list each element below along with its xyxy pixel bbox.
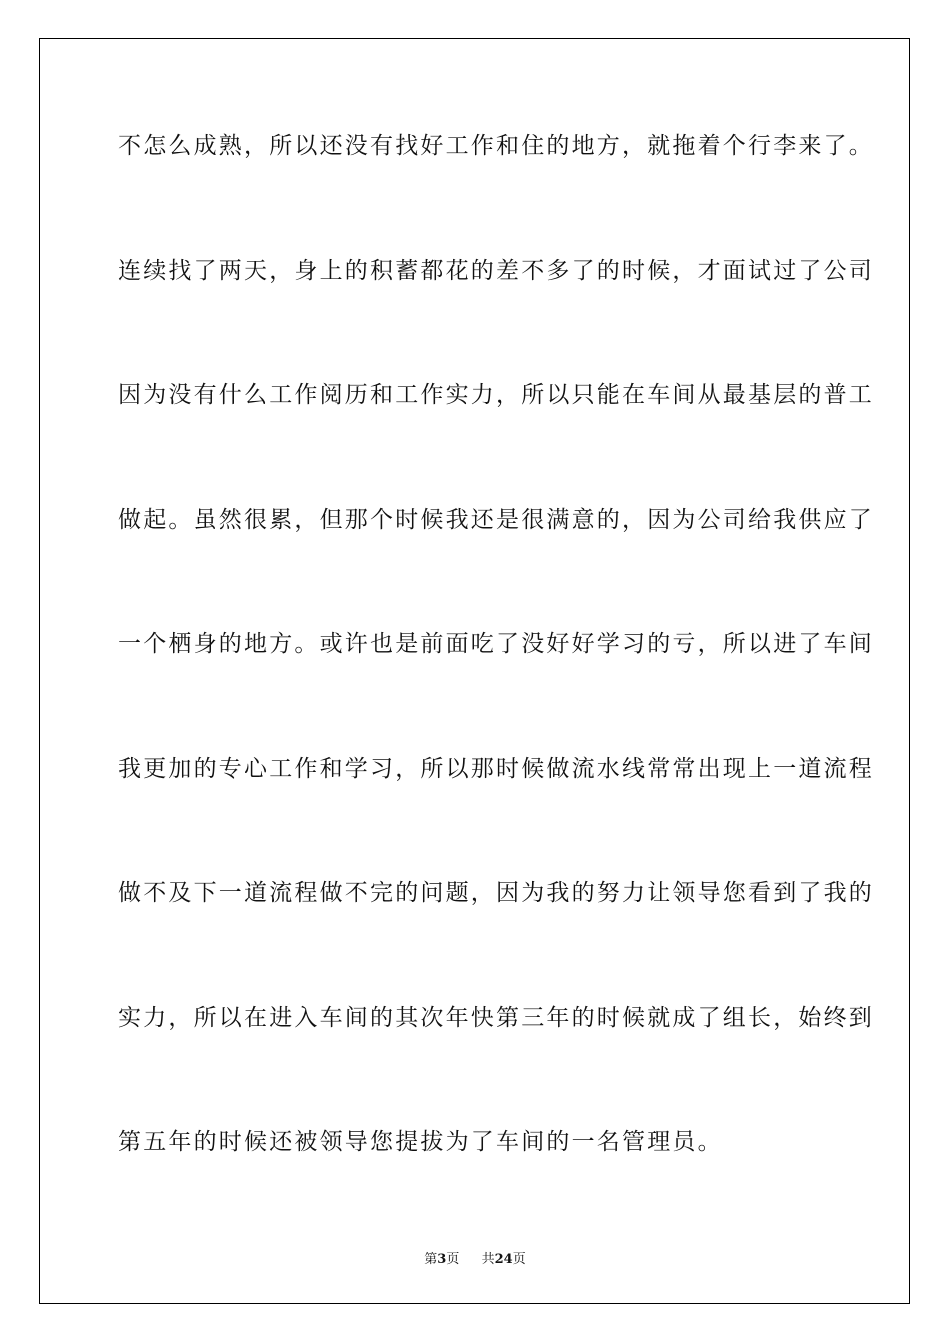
page-prefix: 第 <box>424 1252 438 1267</box>
page-suffix: 页 <box>446 1252 460 1267</box>
text-line-3: 因为没有什么工作阅历和工作实力，所以只能在车间从最基层的普工 <box>118 382 874 408</box>
text-line-1: 不怎么成熟，所以还没有找好工作和住的地方，就拖着个行李来了。 <box>118 133 874 159</box>
text-line-5: 一个栖身的地方。或许也是前面吃了没好好学习的亏，所以进了车间 <box>118 631 874 657</box>
total-pages-label <box>482 1252 526 1267</box>
text-line-4: 做起。虽然很累，但那个时候我还是很满意的，因为公司给我供应了 <box>118 506 874 533</box>
total-pages: 24 <box>494 1252 513 1267</box>
page-number-label <box>424 1252 463 1267</box>
page-footer <box>0 1248 950 1267</box>
text-line-9: 第五年的时候还被领导您提拔为了车间的一名管理员。 <box>118 1129 723 1155</box>
total-suffix: 页 <box>512 1252 526 1267</box>
total-prefix: 共 <box>481 1252 495 1267</box>
document-body <box>118 126 874 1247</box>
text-line-6: 我更加的专心工作和学习，所以那时候做流水线常常出现上一道流程 <box>118 755 874 782</box>
text-line-2: 连续找了两天，身上的积蓄都花的差不多了的时候，才面试过了公司 <box>118 257 874 284</box>
text-line-7: 做不及下一道流程做不完的问题，因为我的努力让领导您看到了我的 <box>118 880 874 906</box>
text-line-8: 实力，所以在进入车间的其次年快第三年的时候就成了组长，始终到 <box>118 1004 874 1031</box>
page-number: 3 <box>437 1252 447 1267</box>
